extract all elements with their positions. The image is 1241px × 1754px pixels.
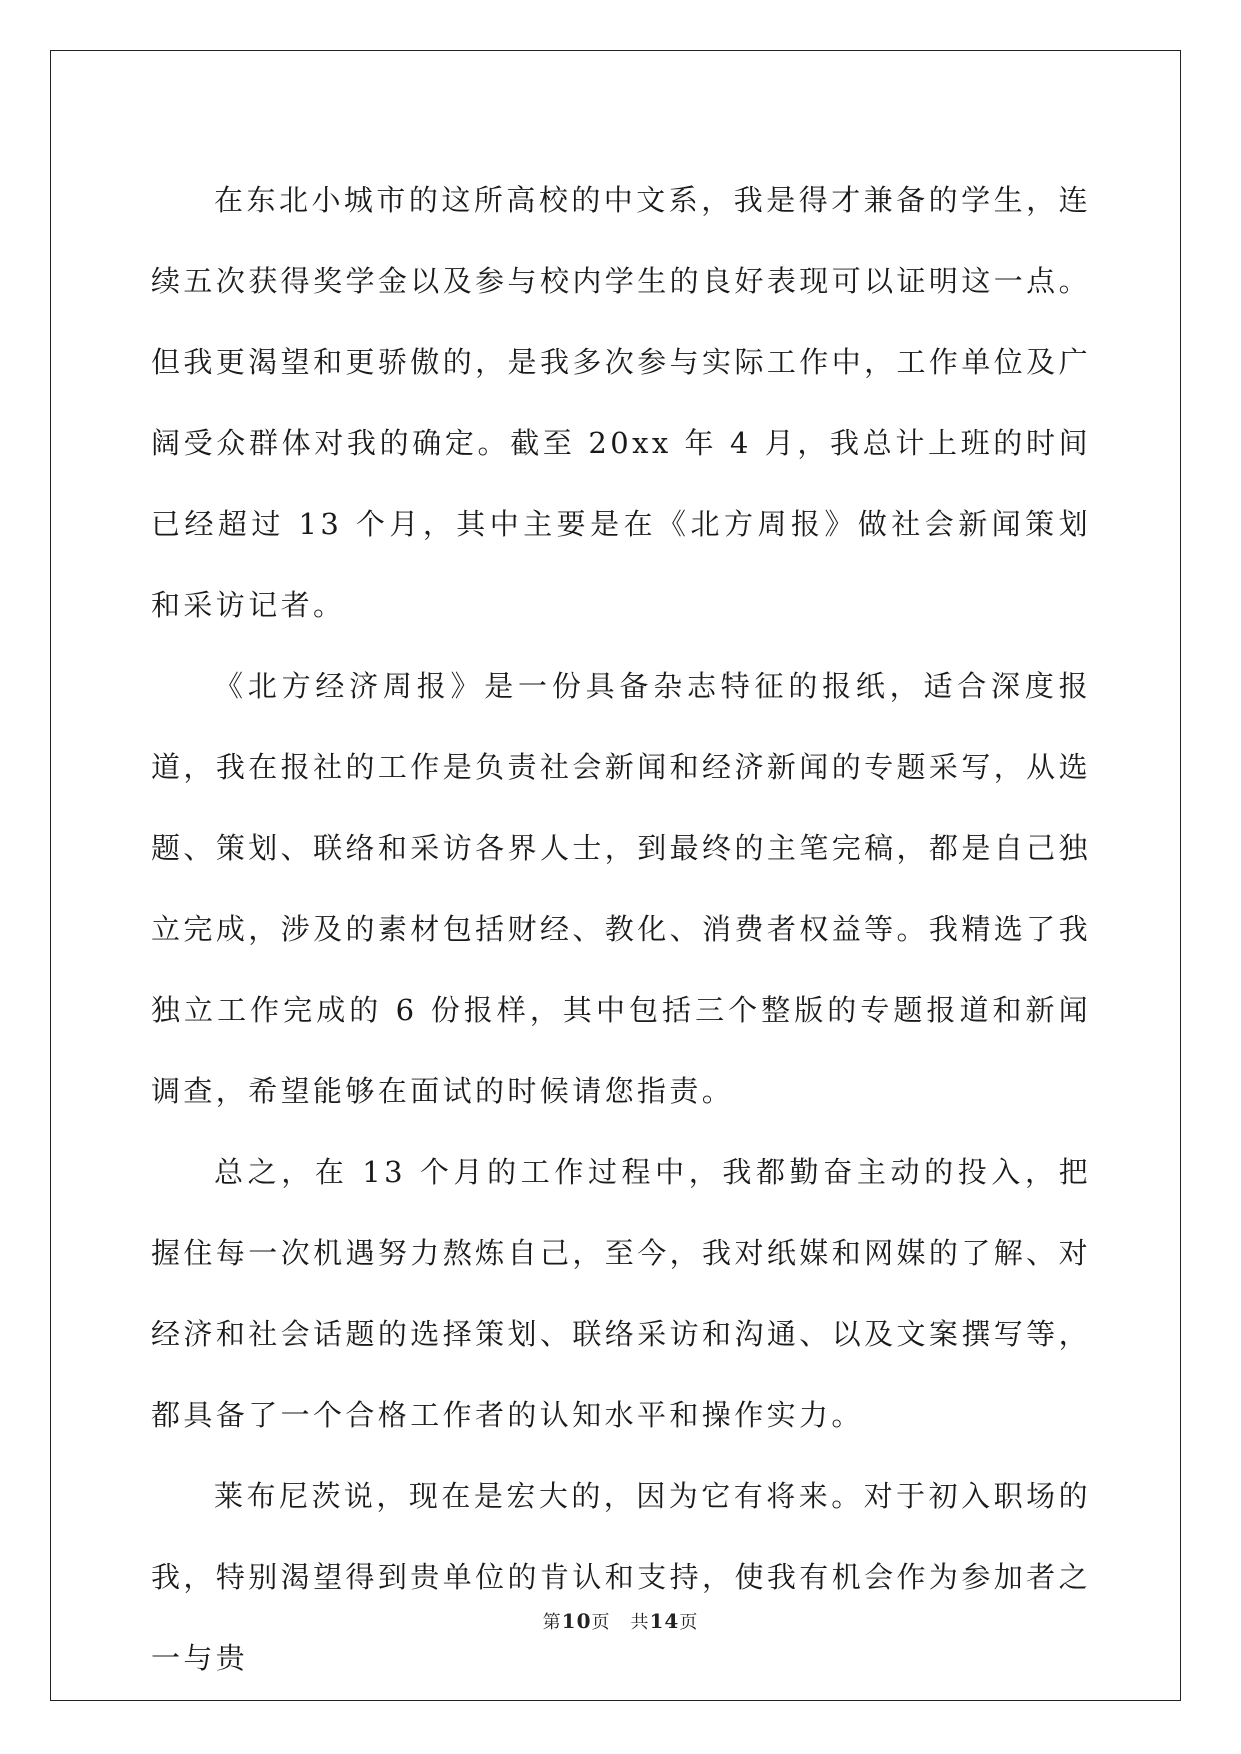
paragraph-2: 《北方经济周报》是一份具备杂志特征的报纸，适合深度报道，我在报社的工作是负责社会新闻和经济新闻的专题采写，从选题、策划、联络和采访各界人士，到最终的主笔完稿，都是自己独立完成，涉及的素材包括财经、教化、消费者权益等。我精选了我独立工作完成的 6 份报样，其中包括三个整版的专题报道和新闻调查，希望能够在面试的时候请您指责。 (151, 669, 1091, 1108)
total-suffix: 页 (679, 1612, 699, 1633)
page-label: 页 (591, 1612, 611, 1633)
page-footer (0, 1608, 1241, 1634)
paragraph-1: 在东北小城市的这所高校的中文系，我是得才兼备的学生，连续五次获得奖学金以及参与校内学生的良好表现可以证明这一点。但我更渴望和更骄傲的，是我多次参与实际工作中，工作单位及广阔受众群体对我的确定。截至 20xx 年 4 月，我总计上班的时间已经超过 13 个月，其中主要是在《北方周报》做社会新闻策划和采访记者。 (151, 183, 1091, 622)
total-page-number: 14 (649, 1609, 680, 1633)
page-prefix: 第 (542, 1612, 562, 1633)
paragraph-3: 总之，在 13 个月的工作过程中，我都勤奋主动的投入，把握住每一次机遇努力熬炼自己，至今，我对纸媒和网媒的了解、对经济和社会话题的选择策划、联络采访和沟通、以及文案撰写等，都具备了一个合格工作者的认知水平和操作实力。 (151, 1155, 1091, 1432)
paragraph-4: 莱布尼茨说，现在是宏大的，因为它有将来。对于初入职场的我，特别渴望得到贵单位的肯认和支持，使我有机会作为参加者之一与贵 (151, 1479, 1091, 1675)
document-body (151, 160, 1091, 1699)
current-page-number: 10 (561, 1609, 592, 1633)
total-prefix: 共 (630, 1612, 650, 1633)
